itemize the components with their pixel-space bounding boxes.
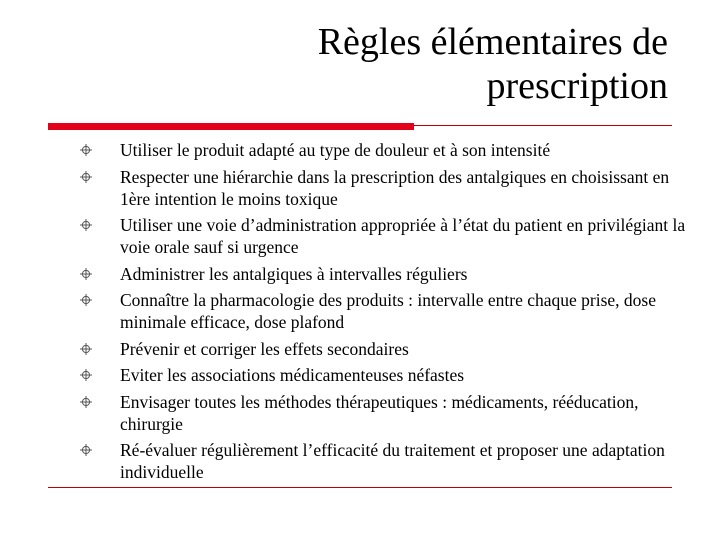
circle-cross-icon [80, 343, 92, 355]
title-accent-bar [48, 123, 414, 130]
slide-title-line-2: prescription [486, 65, 668, 107]
list-item [80, 391, 690, 435]
circle-cross-icon [80, 144, 92, 156]
circle-cross-icon [80, 369, 92, 381]
bullet-list [80, 139, 690, 488]
list-item [80, 338, 690, 360]
circle-cross-icon [80, 444, 92, 456]
circle-cross-icon [80, 396, 92, 408]
list-item-text: Administrer les antalgiques à intervalles réguliers [120, 263, 468, 284]
list-item-text: Respecter une hiérarchie dans la prescription des antalgiques en choisissant en 1ère intention le moins toxique [120, 166, 670, 209]
circle-cross-icon [80, 171, 92, 183]
list-item [80, 263, 690, 285]
slide-title-line-1: Règles élémentaires de [317, 21, 668, 63]
list-item-text: Utiliser le produit adapté au type de douleur et à son intensité [120, 140, 551, 160]
circle-cross-icon [80, 219, 92, 231]
slide-title [318, 20, 668, 108]
list-item-text: Ré-évaluer régulièrement l’efficacité du traitement et proposer une adaptation individuelle [120, 440, 665, 482]
bottom-divider [48, 487, 672, 488]
list-item [80, 214, 690, 258]
circle-cross-icon [80, 294, 92, 306]
list-item [80, 166, 690, 210]
circle-cross-icon [80, 268, 92, 280]
list-item [80, 364, 690, 386]
list-item-text: Utiliser une voie d’administration appropriée à l’état du patient en privilégiant la voie orale sauf si urgence [120, 215, 686, 257]
list-item [80, 439, 690, 483]
list-item-text: Envisager toutes les méthodes thérapeutiques : médicaments, rééducation, chirurgie [120, 391, 639, 434]
list-item-text: Eviter les associations médicamenteuses néfastes [120, 365, 465, 385]
list-item-text: Prévenir et corriger les effets secondaires [120, 338, 409, 359]
list-item-text: Connaître la pharmacologie des produits : intervalle entre chaque prise, dose minimale efficace, dose plafond [120, 290, 656, 332]
list-item [80, 289, 690, 333]
list-item [80, 139, 690, 161]
